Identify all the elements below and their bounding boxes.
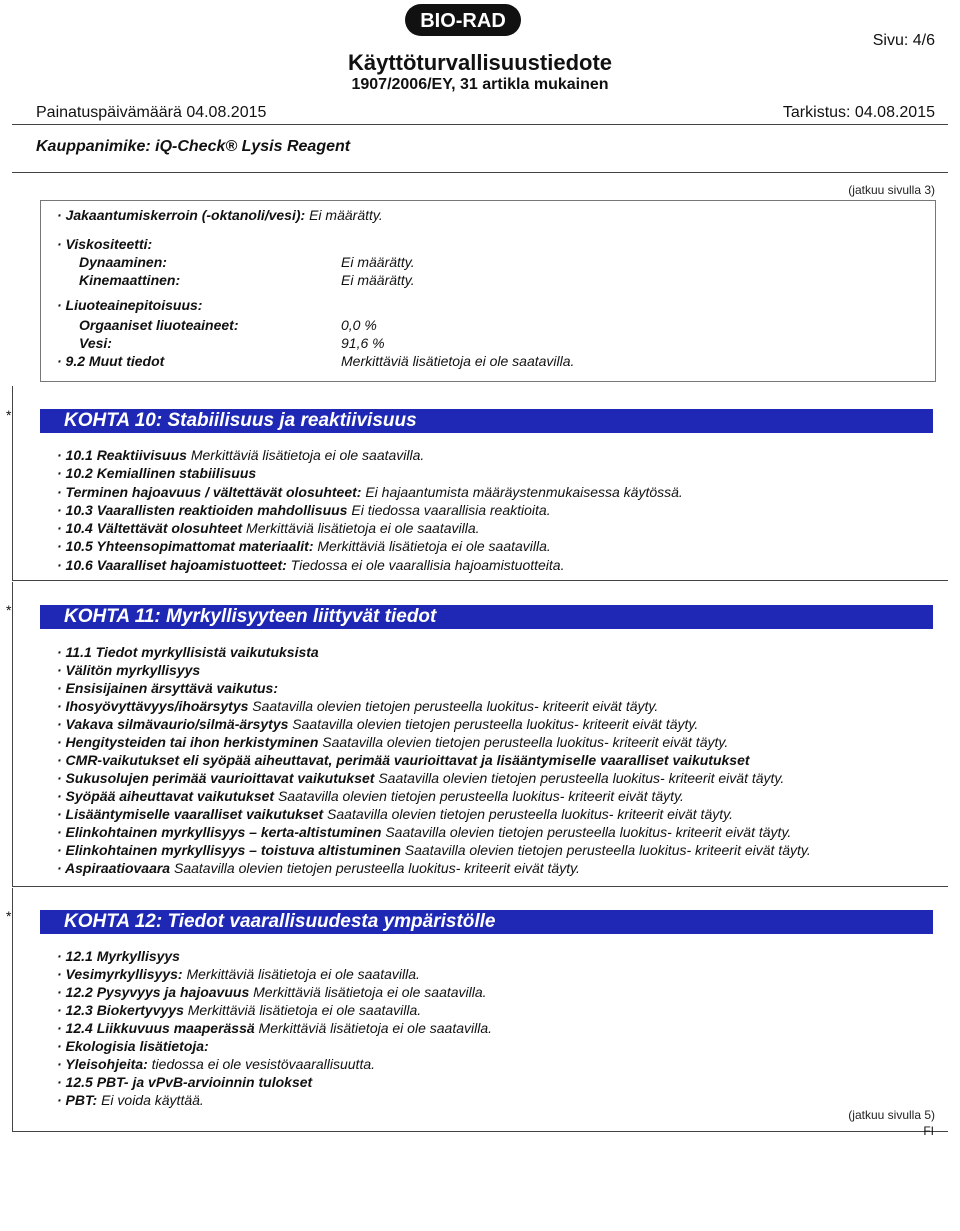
sec10-decomposition-products: · 10.6 Vaaralliset hajoamistuotteet: Tiedossa ei ole vaarallisia hajoamistuotteita. <box>57 557 565 573</box>
section-12-change-star: * <box>6 908 12 924</box>
sec11-skin-corrosion: · Ihosyövyttävyys/ihoärsytys Saatavilla olevien tietojen perusteella luokitus- kriteerit eivät täyty. <box>57 698 659 714</box>
solvent-label: · Liuoteainepitoisuus: <box>57 297 203 313</box>
sec11-eye-damage: · Vakava silmävaurio/silmä-ärsytys Saatavilla olevien tietojen perusteella luokitus- kriteerit eivät täyty. <box>57 716 699 732</box>
partition-coefficient: · Jakaantumiskerroin (-oktanoli/vesi): Ei määrätty. <box>57 207 383 223</box>
sec11-acute-toxicity: · Välitön myrkyllisyys <box>57 662 201 678</box>
dynamic-label: Dynaaminen: <box>79 254 167 270</box>
section-11-divider <box>12 886 948 887</box>
organic-solvents-value: 0,0 % <box>341 317 377 333</box>
sec11-cmr-effects: · CMR-vaikutukset eli syöpää aiheuttavat, perimää vaurioittavat ja lisääntymiselle vaaralliset vaikutukset <box>57 752 750 768</box>
continued-from: (jatkuu sivulla 3) <box>848 183 935 197</box>
sec11-primary-irritant: · Ensisijainen ärsyttävä vaikutus: <box>57 680 278 696</box>
water-label: Vesi: <box>79 335 112 351</box>
sec12-bioaccumulation: · 12.3 Biokertyvyys Merkittäviä lisätietoja ei ole saatavilla. <box>57 1002 422 1018</box>
kinematic-label: Kinemaattinen: <box>79 272 181 288</box>
header-divider <box>12 124 948 125</box>
sec12-pbt: · PBT: Ei voida käyttää. <box>57 1092 204 1108</box>
section-11-change-star: * <box>6 602 12 618</box>
sec12-ecological-info: · Ekologisia lisätietoja: <box>57 1038 209 1054</box>
document-subtitle: 1907/2006/EY, 31 artikla mukainen <box>351 76 609 93</box>
section-12-heading: KOHTA 12: Tiedot vaarallisuudesta ympäristölle <box>40 910 933 934</box>
sec11-stot-repeated: · Elinkohtainen myrkyllisyys – toistuva altistuminen Saatavilla olevien tietojen perusteella luokitus- kriteerit eivät täyty. <box>57 842 811 858</box>
trade-divider <box>12 172 948 173</box>
document-title: Käyttöturvallisuustiedote <box>347 50 613 75</box>
sec10-incompatible-materials: · 10.5 Yhteensopimattomat materiaalit: Merkittäviä lisätietoja ei ole saatavilla. <box>57 538 551 554</box>
water-value: 91,6 % <box>341 335 385 351</box>
sec12-toxicity: · 12.1 Myrkyllisyys <box>57 948 180 964</box>
dynamic-value: Ei määrätty. <box>341 254 415 270</box>
sec11-aspiration-hazard: · Aspiraatiovaara Saatavilla olevien tietojen perusteella luokitus- kriteerit eivät täyty. <box>57 860 580 876</box>
sec11-sensitisation: · Hengitysteiden tai ihon herkistyminen Saatavilla olevien tietojen perusteella luokitus- kriteerit eivät täyty. <box>57 734 729 750</box>
print-date: Painatuspäivämäärä 04.08.2015 <box>36 104 267 121</box>
page-number: Sivu: 4/6 <box>872 32 935 49</box>
sec11-stot-single: · Elinkohtainen myrkyllisyys – kerta-altistuminen Saatavilla olevien tietojen perusteella luokitus- kriteerit eivät täyty. <box>57 824 792 840</box>
bio-rad-logo <box>404 3 522 37</box>
sec12-general-notes: · Yleisohjeita: tiedossa ei ole vesistövaarallisuutta. <box>57 1056 376 1072</box>
sec10-reactivity: · 10.1 Reaktiivisuus Merkittäviä lisätietoja ei ole saatavilla. <box>57 447 425 463</box>
sec12-pbt-vpvb: · 12.5 PBT- ja vPvB-arvioinnin tulokset <box>57 1074 313 1090</box>
sec12-soil-mobility: · 12.4 Liikkuvuus maaperässä Merkittäviä lisätietoja ei ole saatavilla. <box>57 1020 493 1036</box>
sec11-carcinogenicity: · Syöpää aiheuttavat vaikutukset Saatavilla olevien tietojen perusteella luokitus- kriteerit eivät täyty. <box>57 788 684 804</box>
language-code: FI <box>923 1124 934 1138</box>
section-10-divider <box>12 580 948 581</box>
organic-solvents-label: Orgaaniset liuoteaineet: <box>79 317 239 333</box>
other-info-label: · 9.2 Muut tiedot <box>57 353 165 369</box>
sec10-conditions-to-avoid: · 10.4 Vältettävät olosuhteet Merkittäviä lisätietoja ei ole saatavilla. <box>57 520 480 536</box>
sec12-aquatic-toxicity: · Vesimyrkyllisyys: Merkittäviä lisätietoja ei ole saatavilla. <box>57 966 420 982</box>
revision-date: Tarkistus: 04.08.2015 <box>782 104 935 121</box>
footer-divider <box>12 1131 948 1132</box>
sec10-chemical-stability: · 10.2 Kemiallinen stabiilisuus <box>57 465 257 481</box>
section-11-marker-line <box>12 582 13 886</box>
kinematic-value: Ei määrätty. <box>341 272 415 288</box>
section-10-marker-line <box>12 386 13 580</box>
sec12-persistence: · 12.2 Pysyvyys ja hajoavuus Merkittäviä lisätietoja ei ole saatavilla. <box>57 984 487 1000</box>
section-10-heading: KOHTA 10: Stabiilisuus ja reaktiivisuus <box>40 409 933 433</box>
logo-text: BIO-RAD <box>420 10 506 32</box>
sec11-toxicological-effects: · 11.1 Tiedot myrkyllisistä vaikutuksista <box>57 644 319 660</box>
trade-name: Kauppanimike: iQ-Check® Lysis Reagent <box>36 138 351 155</box>
section-11-heading: KOHTA 11: Myrkyllisyyteen liittyvät tiedot <box>40 605 933 629</box>
section-10-change-star: * <box>6 407 12 423</box>
section-12-marker-line <box>12 888 13 1131</box>
other-info-value: Merkittäviä lisätietoja ei ole saatavilla. <box>341 353 575 369</box>
continued-to: (jatkuu sivulla 5) <box>848 1108 935 1122</box>
sec10-hazardous-reactions: · 10.3 Vaarallisten reaktioiden mahdollisuus Ei tiedossa vaarallisia reaktioita. <box>57 502 551 518</box>
sec11-reproductive-toxicity: · Lisääntymiselle vaaralliset vaikutukset Saatavilla olevien tietojen perusteella luokitus- kriteerit eivät täyty. <box>57 806 733 822</box>
sec10-thermal-decomposition: · Terminen hajoavuus / vältettävät olosuhteet: Ei hajaantumista määräystenmukaisessa käytössä. <box>57 484 683 500</box>
sec11-germ-cell-mutagenicity: · Sukusolujen perimää vaurioittavat vaikutukset Saatavilla olevien tietojen perusteella luokitus- kriteerit eivät täyty. <box>57 770 785 786</box>
viscosity-label: · Viskositeetti: <box>57 236 153 252</box>
